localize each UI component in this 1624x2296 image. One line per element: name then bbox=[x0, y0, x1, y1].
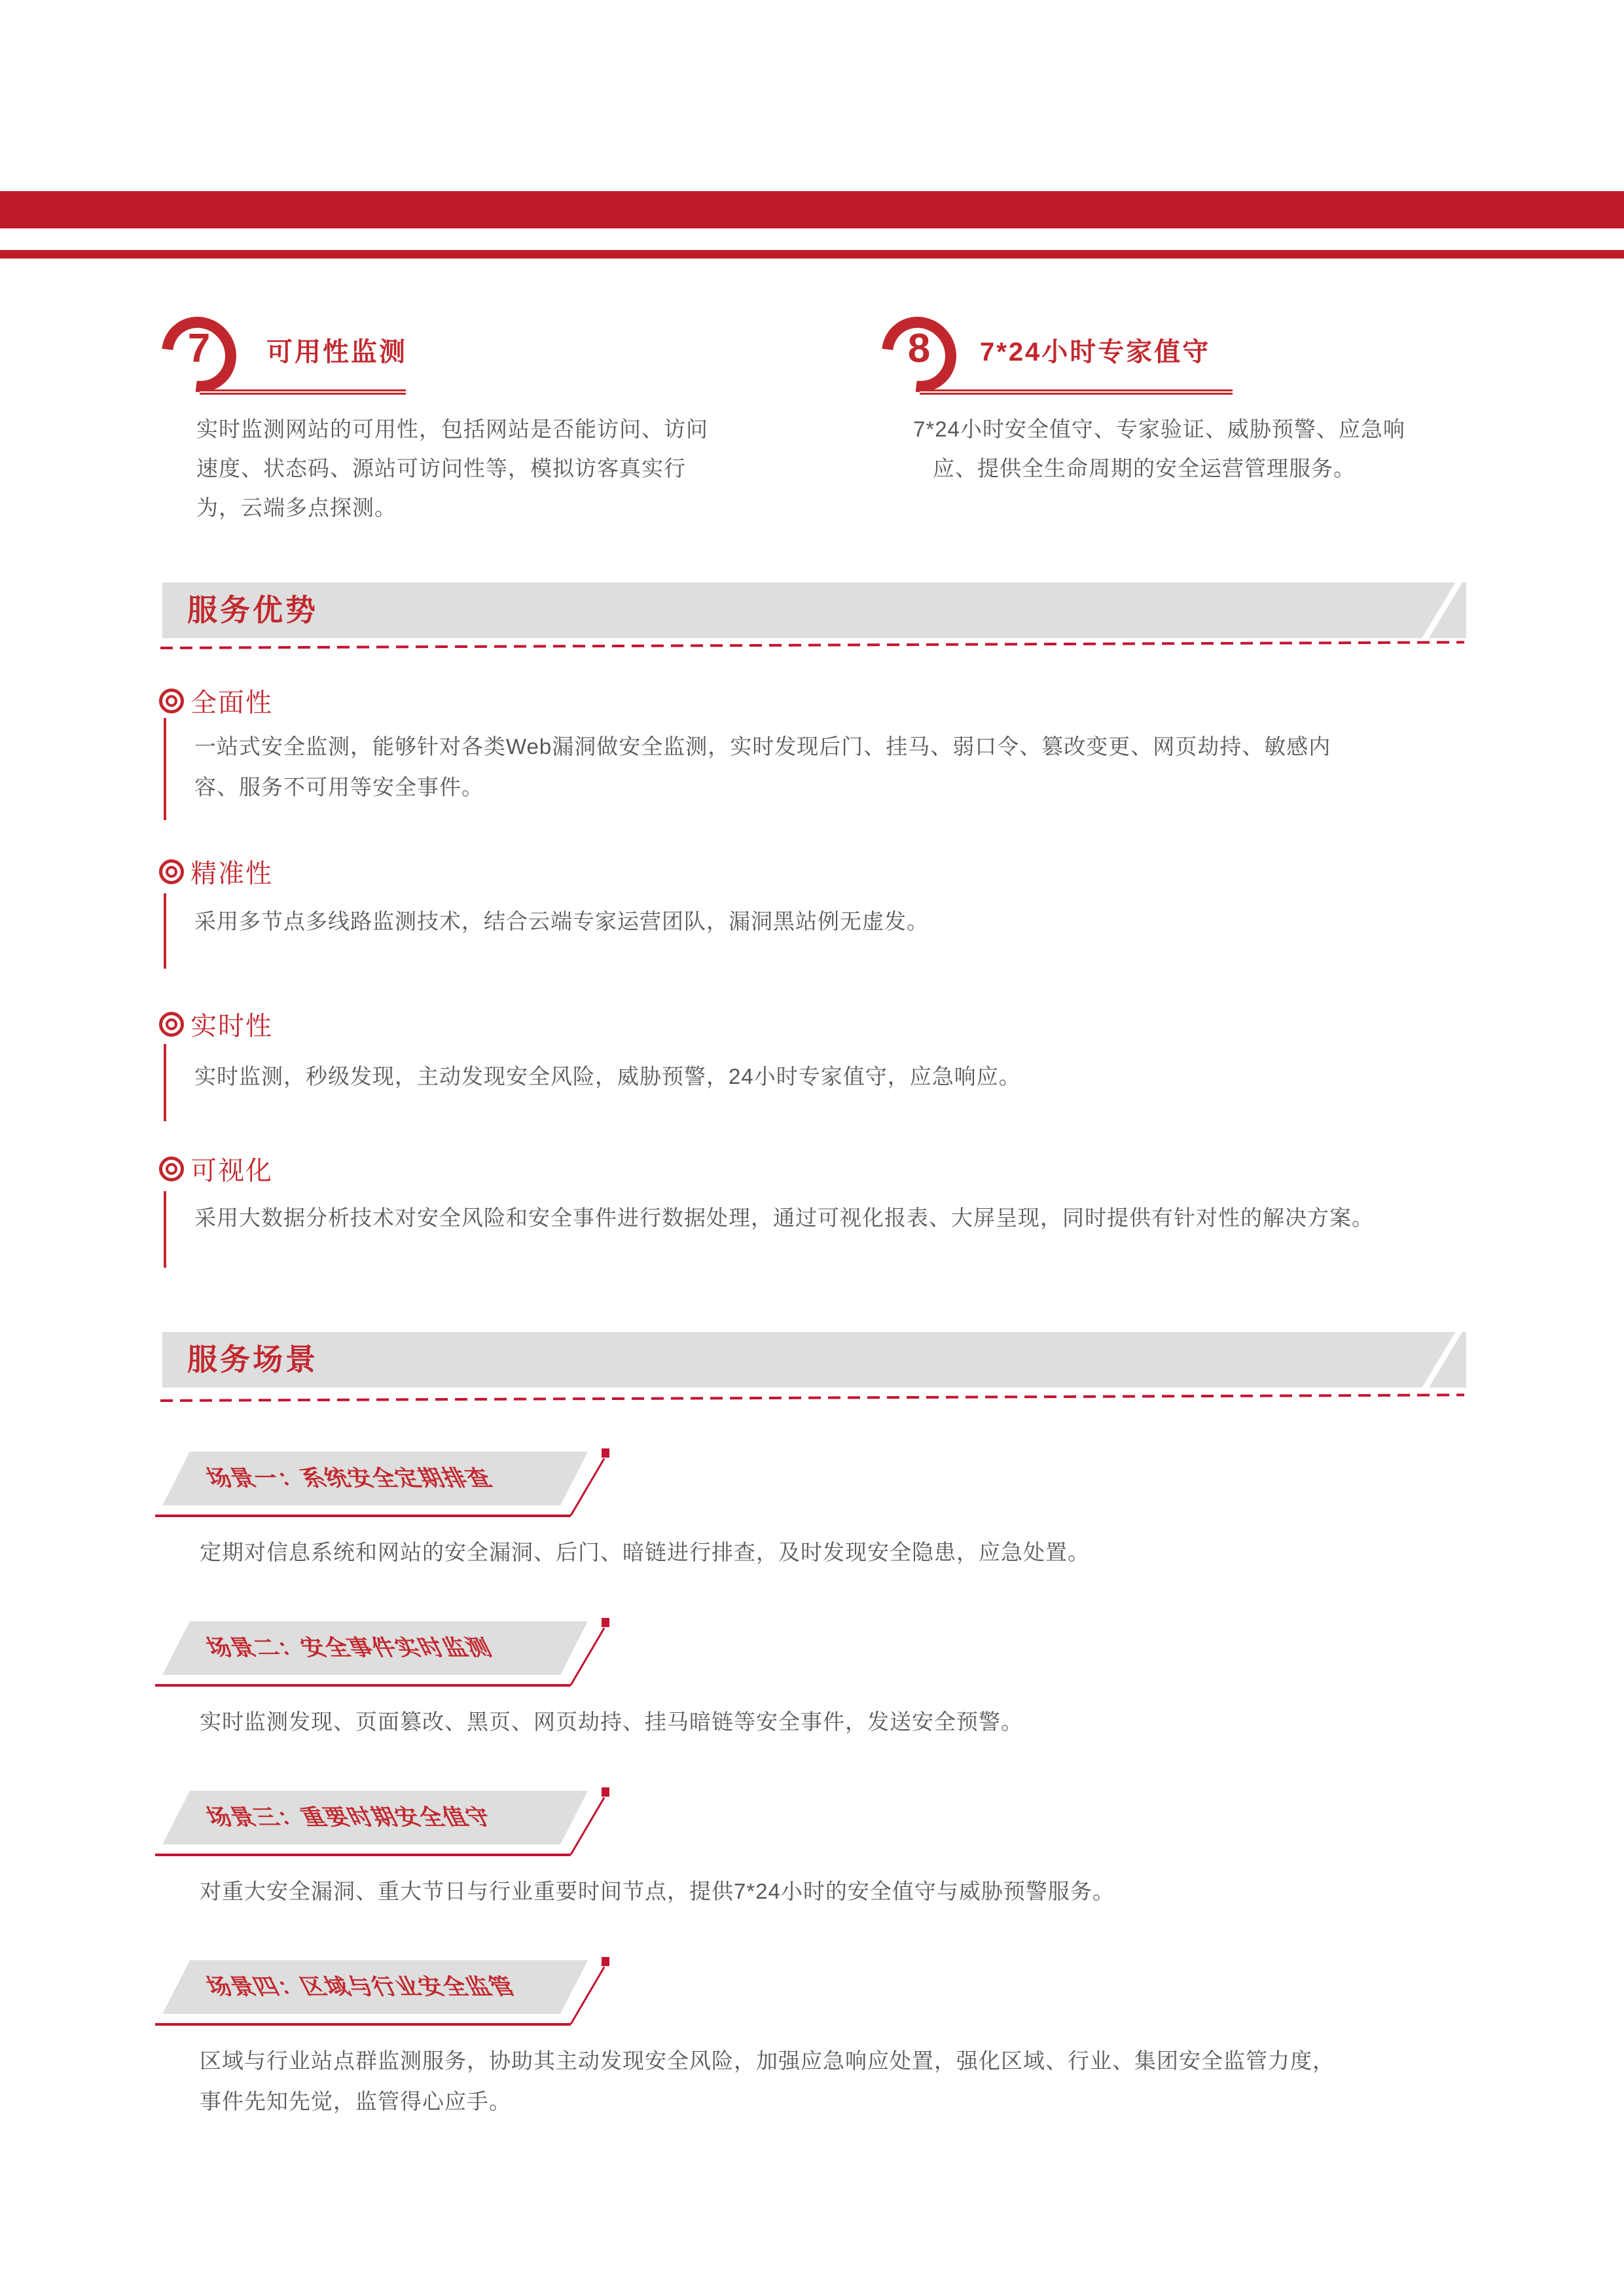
scenario-square-marker bbox=[602, 1957, 609, 1966]
scenario-square-marker bbox=[602, 1448, 609, 1458]
bullseye-icon bbox=[159, 1157, 184, 1181]
feature-underline bbox=[920, 389, 1233, 395]
scenarios-section-title: 服务场景 bbox=[187, 1342, 318, 1376]
feature-number: 7 bbox=[187, 326, 211, 371]
dashed-divider bbox=[160, 1393, 1464, 1402]
advantage-heading: 全面性 bbox=[159, 682, 273, 719]
scenario-title: 场景三：重要时期安全值守 bbox=[202, 1805, 497, 1830]
scenario-underline bbox=[155, 1684, 571, 1687]
header-slash-decoration bbox=[1416, 1332, 1465, 1388]
feature-body-line: 应、提供全生命周期的安全运营管理服务。 bbox=[933, 456, 1356, 480]
scenario-body: 实时监测发现、页面篡改、黑页、网页劫持、挂马暗链等安全事件，发送安全预警。 bbox=[200, 1710, 1023, 1734]
red-vertical-rule bbox=[164, 718, 166, 820]
scenario-title: 场景二：安全事件实时监测 bbox=[202, 1636, 497, 1660]
top-thick-red-bar bbox=[0, 191, 1624, 228]
scenario-body: 区域与行业站点群监测服务，协助其主动发现安全风险，加强应急响应处置，强化区域、行业、集团安全监管力度， 事件先知先觉，监管得心应手。 bbox=[200, 2049, 1335, 2113]
red-vertical-rule bbox=[164, 1044, 166, 1121]
advantage-heading: 精准性 bbox=[159, 853, 273, 890]
advantage-body: 实时监测，秒级发现，主动发现安全风险，威胁预警，24小时专家值守，应急响应。 bbox=[194, 1064, 1021, 1088]
dashed-divider bbox=[160, 641, 1464, 649]
bullseye-icon bbox=[159, 859, 184, 884]
advantage-body: 采用多节点多线路监测技术，结合云端专家运营团队，漏洞黑站例无虚发。 bbox=[194, 909, 929, 933]
advantage-body: 一站式安全监测，能够针对各类Web漏洞做安全监测，实时发现后门、挂马、弱口令、篡改变更、网页劫持、敏感内 容、服务不可用等安全事件。 bbox=[194, 734, 1331, 799]
advantage-body: 采用大数据分析技术对安全风险和安全事件进行数据处理，通过可视化报表、大屏呈现，同时提供有针对性的解决方案。 bbox=[194, 1206, 1374, 1230]
scenario-underline bbox=[155, 2023, 571, 2026]
scenario-square-marker bbox=[602, 1618, 609, 1627]
circle-7-icon bbox=[162, 316, 236, 393]
advantages-section-title: 服务优势 bbox=[187, 593, 318, 627]
scenarios-section-header bbox=[162, 1332, 1466, 1388]
red-vertical-rule bbox=[164, 893, 166, 969]
advantages-section-header bbox=[162, 583, 1466, 638]
scenario-body: 对重大安全漏洞、重大节日与行业重要时间节点，提供7*24小时的安全值守与威胁预警服务。 bbox=[200, 1879, 1115, 1903]
scenario-title: 场景四：区域与行业安全监管 bbox=[202, 1975, 521, 2000]
feature-body-line: 为，云端多点探测。 bbox=[196, 495, 397, 520]
top-thin-red-bar bbox=[0, 250, 1624, 259]
scenario-underline bbox=[155, 1515, 571, 1517]
feature-body bbox=[913, 410, 1405, 488]
advantage-heading: 实时性 bbox=[159, 1005, 273, 1043]
bullseye-icon bbox=[159, 1012, 184, 1037]
header-slash-decoration bbox=[1416, 583, 1465, 638]
bullseye-icon bbox=[159, 689, 184, 713]
feature-body-line: 7*24小时安全值守、专家验证、威胁预警、应急响 bbox=[913, 417, 1405, 441]
feature-body-line: 实时监测网站的可用性，包括网站是否能访问、访问 bbox=[196, 417, 708, 441]
scenario-underline bbox=[155, 1854, 571, 1856]
scenario-square-marker bbox=[602, 1787, 609, 1797]
feature-body bbox=[196, 410, 708, 528]
feature-title: 可用性监测 bbox=[266, 338, 407, 367]
circle-8-icon bbox=[882, 316, 956, 393]
feature-number: 8 bbox=[907, 326, 931, 371]
scenario-title: 场景一：系统安全定期排查 bbox=[202, 1466, 497, 1491]
feature-title: 7*24小时专家值守 bbox=[980, 338, 1211, 367]
feature-underline bbox=[200, 389, 406, 395]
red-vertical-rule bbox=[164, 1191, 166, 1268]
scenario-body: 定期对信息系统和网站的安全漏洞、后门、暗链进行排查，及时发现安全隐患，应急处置。 bbox=[200, 1540, 1090, 1564]
advantage-heading: 可视化 bbox=[159, 1150, 273, 1187]
feature-body-line: 速度、状态码、源站可访问性等，模拟访客真实行 bbox=[196, 456, 686, 480]
